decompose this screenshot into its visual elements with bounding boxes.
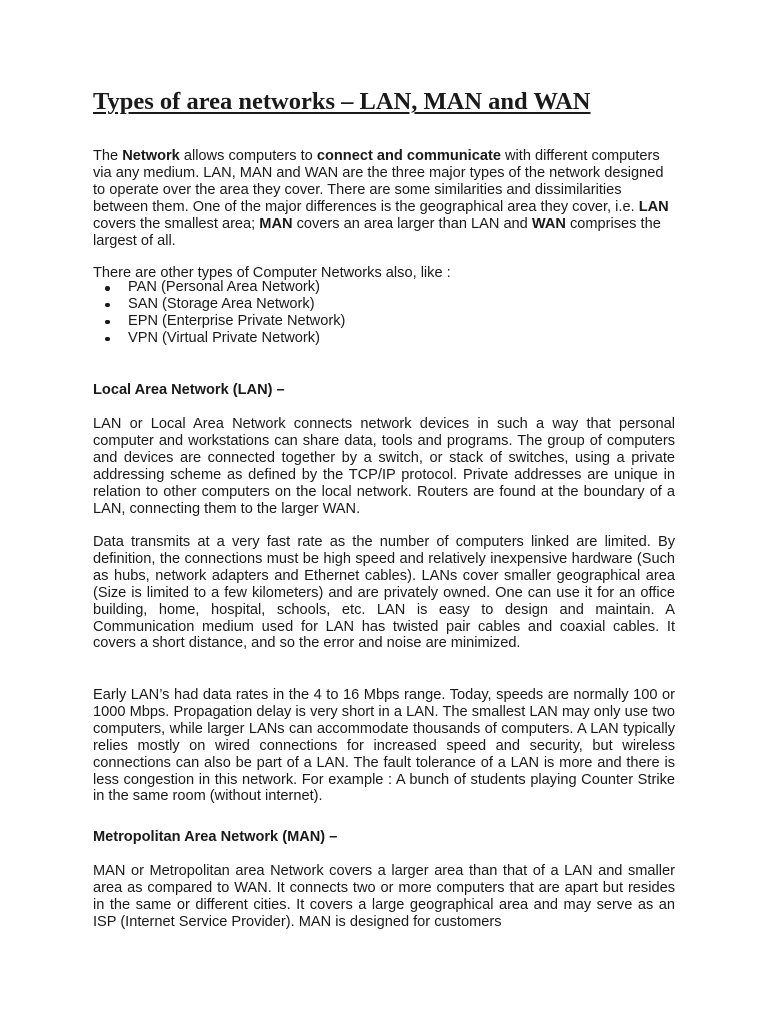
lan-paragraph-1: LAN or Local Area Network connects network devices in such a way that personal computer and workstations can share data, tools and programs. The group of computers and devices are connected together by a switch, or stack of switches, using a private addressing scheme as defined by the TCP/IP protocol. Private addresses are unique in relation to other computers on the local network. Routers are found at the boundary of a LAN, connecting them to the larger WAN. <box>93 416 675 517</box>
other-types-intro: There are other types of Computer Networks also, like : <box>93 265 451 281</box>
lan-paragraph-3: Early LAN’s had data rates in the 4 to 16 Mbps range. Today, speeds are normally 100 or 1000 Mbps. Propagation delay is very short in a LAN. The smallest LAN may only use two computers, while larger LANs can accommodate thousands of computers. A LAN typically relies mostly on wired connections for increased speed and security, but wireless connections can also be part of a LAN. The fault tolerance of a LAN is more and there is less congestion in this network. For example : A bunch of students playing Counter Strike in the same room (without internet). <box>93 687 675 805</box>
intro-bold-lan: LAN <box>638 198 669 215</box>
intro-bold-connect: connect and communicate <box>316 148 501 164</box>
intro-bold-wan: WAN <box>531 215 566 232</box>
list-item: PAN (Personal Area Network) <box>93 279 345 296</box>
intro-bold-network: Network <box>122 148 180 164</box>
man-heading: Metropolitan Area Network (MAN) – <box>93 829 338 845</box>
other-types-list <box>93 279 345 347</box>
intro-paragraph <box>93 148 675 249</box>
man-paragraph-1: MAN or Metropolitan area Network covers a larger area than that of a LAN and smaller area as compared to WAN. It connects two or more computers that are apart but resides in the same or different cities. It covers a large geographical area and may serve as an ISP (Internet Service Provider). MAN is designed for customers <box>93 863 675 930</box>
document-title: Types of area networks – LAN, MAN and WAN <box>93 88 591 115</box>
intro-text-1: The <box>93 148 123 164</box>
intro-text-5: covers an area larger than LAN and <box>292 215 532 232</box>
intro-text-2: allows computers to <box>179 148 317 164</box>
lan-paragraph-2: Data transmits at a very fast rate as the number of computers linked are limited. By definition, the connections must be high speed and relatively inexpensive hardware (Such as hubs, network adapters and Ethernet cables). LANs cover smaller geographical area (Size is limited to a few kilometers) and are privately owned. One can use it for an office building, home, hospital, schools, etc. LAN is easy to design and maintain. A Communication medium used for LAN has twisted pair cables and coaxial cables. It covers a short distance, and so the error and noise are minimized. <box>93 534 675 652</box>
intro-text-4: covers the smallest area; <box>93 215 260 232</box>
intro-text-3: with different computers via any medium. LAN, MAN and WAN are the three major types of the network designed to operate over the area they cover. There are some similarities and dissimilarities between them. One of the major differences is the geographical area they cover, i.e. <box>93 148 664 215</box>
list-item: VPN (Virtual Private Network) <box>93 330 345 347</box>
lan-heading: Local Area Network (LAN) – <box>93 382 285 398</box>
intro-bold-man: MAN <box>259 215 293 232</box>
intro-text-6: comprises the largest of all. <box>93 215 661 249</box>
list-item: SAN (Storage Area Network) <box>93 296 345 313</box>
list-item: EPN (Enterprise Private Network) <box>93 313 345 330</box>
